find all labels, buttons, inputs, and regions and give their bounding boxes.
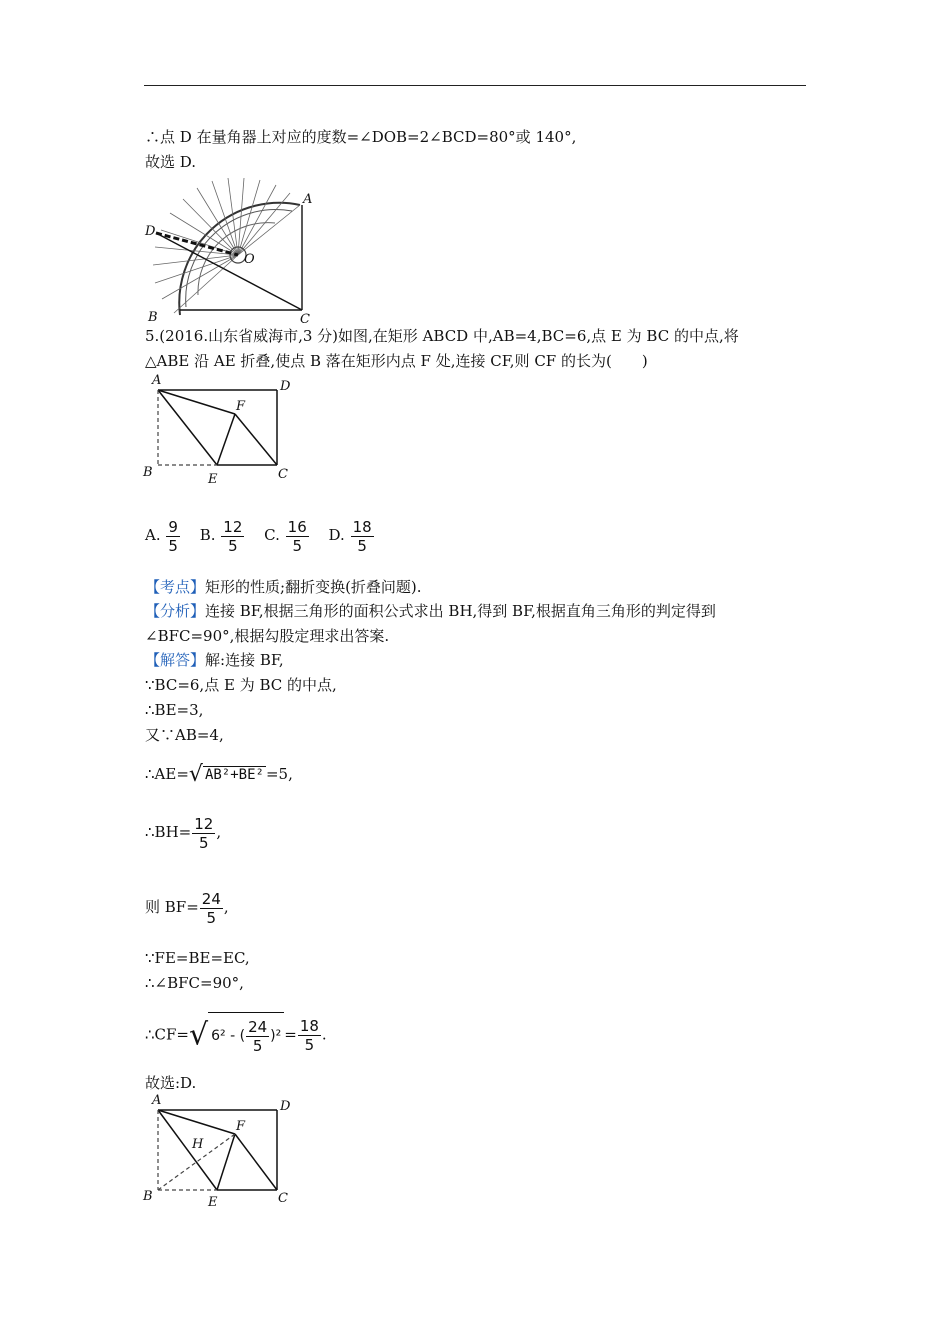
numerator: 24 xyxy=(248,1017,268,1036)
label-D: D xyxy=(280,1099,291,1114)
kaodian-text: 矩形的性质;翻折变换(折叠问题). xyxy=(205,578,422,596)
text-line: ∴点 D 在量角器上对应的度数=∠DOB=2∠BCD=80°或 140°, xyxy=(145,128,577,146)
rectangle-figure xyxy=(140,370,300,488)
label-E: E xyxy=(208,1195,218,1210)
kaodian-line xyxy=(145,577,422,597)
comma: , xyxy=(223,898,229,916)
kaodian-tag: 【考点】 xyxy=(145,578,206,596)
denominator: 5 xyxy=(357,536,367,555)
step-line: ∵FE=BE=EC, xyxy=(145,949,250,967)
step-line: 又∵AB=4, xyxy=(145,726,224,744)
denominator: 5 xyxy=(198,833,209,852)
text-line: ∠BFC=90°,根据勾股定理求出答案. xyxy=(145,627,390,645)
label-C: C xyxy=(300,312,310,325)
numerator: 12 xyxy=(223,517,243,536)
protractor-figure xyxy=(140,175,320,325)
radical xyxy=(189,761,266,789)
denominator: 5 xyxy=(168,536,178,555)
fraction xyxy=(166,518,180,555)
radicand-part: 6² - ( xyxy=(211,1028,246,1044)
label-A: A xyxy=(152,373,162,388)
fraction xyxy=(221,518,244,555)
header-rule xyxy=(144,85,806,86)
fraction xyxy=(286,518,309,555)
radical-sign-icon: √ xyxy=(189,1017,209,1053)
fenxi-text: 连接 BF,根据三角形的面积公式求出 BH,得到 BF,根据直角三角形的判定得到 xyxy=(205,602,716,620)
jieda-line xyxy=(145,650,284,670)
label-A: A xyxy=(152,1093,162,1108)
fraction xyxy=(246,1018,269,1055)
fraction xyxy=(200,890,223,927)
step-line-cf xyxy=(145,1012,327,1059)
label-O: O xyxy=(244,252,255,267)
text-line: 故选 D. xyxy=(145,153,197,171)
option-label: A. xyxy=(145,526,161,544)
jieda-tag: 【解答】 xyxy=(145,651,206,669)
label-E: E xyxy=(208,472,218,487)
equals: = xyxy=(284,1025,297,1044)
option-label: C. xyxy=(264,526,280,544)
label-C: C xyxy=(278,1191,288,1206)
jieda-text: 解:连接 BF, xyxy=(205,651,284,669)
equation-prefix: ∴BH= xyxy=(145,823,192,841)
option-a[interactable] xyxy=(145,513,181,557)
question-text: 5.(2016.山东省威海市,3 分)如图,在矩形 ABCD 中,AB=4,BC=6,点 E 为 BC 的中点,将 xyxy=(145,327,739,345)
radicand xyxy=(208,1012,284,1059)
equation-prefix: 则 BF= xyxy=(145,898,199,916)
step-line: ∴BE=3, xyxy=(145,701,204,719)
radicand-part: )² xyxy=(270,1028,282,1044)
numerator: 24 xyxy=(201,889,221,908)
label-C: C xyxy=(278,467,288,482)
step-line-bf xyxy=(145,887,229,927)
step-line: ∴∠BFC=90°, xyxy=(145,974,244,992)
comma: , xyxy=(216,823,222,841)
period: . xyxy=(321,1025,327,1044)
denominator: 5 xyxy=(228,536,238,555)
label-F: F xyxy=(236,399,246,414)
numerator: 18 xyxy=(352,517,372,536)
option-d[interactable] xyxy=(329,513,375,557)
denominator: 5 xyxy=(206,908,217,927)
label-D: D xyxy=(145,224,156,239)
equation-prefix: ∴CF= xyxy=(145,1025,189,1044)
denominator: 5 xyxy=(304,1036,315,1054)
label-D: D xyxy=(280,379,291,394)
fraction xyxy=(298,1017,321,1054)
label-B: B xyxy=(143,1189,153,1204)
option-b[interactable] xyxy=(200,513,246,557)
option-label: D. xyxy=(328,526,345,544)
label-B: B xyxy=(143,465,153,480)
denominator: 5 xyxy=(252,1036,263,1055)
numerator: 12 xyxy=(194,814,214,833)
label-A: A xyxy=(303,192,313,207)
step-line: ∵BC=6,点 E 为 BC 的中点, xyxy=(145,676,337,694)
radical xyxy=(189,1012,284,1059)
fenxi-line xyxy=(145,601,716,621)
equation-suffix: =5, xyxy=(265,765,293,783)
radical-sign-icon: √ xyxy=(188,762,203,787)
step-line-ae xyxy=(145,760,293,789)
label-B: B xyxy=(148,310,158,325)
equation-prefix: ∴AE= xyxy=(145,765,189,783)
fenxi-tag: 【分析】 xyxy=(145,602,206,620)
denominator: 5 xyxy=(292,536,302,555)
label-F: F xyxy=(236,1119,246,1134)
question-text: △ABE 沿 AE 折叠,使点 B 落在矩形内点 F 处,连接 CF,则 CF 的长为( ) xyxy=(145,352,648,370)
answer-options xyxy=(145,513,389,557)
final-answer: 故选:D. xyxy=(145,1074,197,1092)
step-line-bh xyxy=(145,812,221,852)
rectangle-figure-with-h xyxy=(140,1092,300,1210)
fraction xyxy=(351,518,374,555)
radicand: AB²+BE² xyxy=(204,767,264,783)
numerator: 18 xyxy=(299,1017,319,1035)
option-label: B. xyxy=(199,526,216,544)
fraction xyxy=(192,815,215,852)
numerator: 9 xyxy=(168,517,178,536)
label-H: H xyxy=(192,1137,204,1152)
numerator: 16 xyxy=(287,517,307,536)
option-c[interactable] xyxy=(264,513,310,557)
protractor xyxy=(153,178,300,315)
